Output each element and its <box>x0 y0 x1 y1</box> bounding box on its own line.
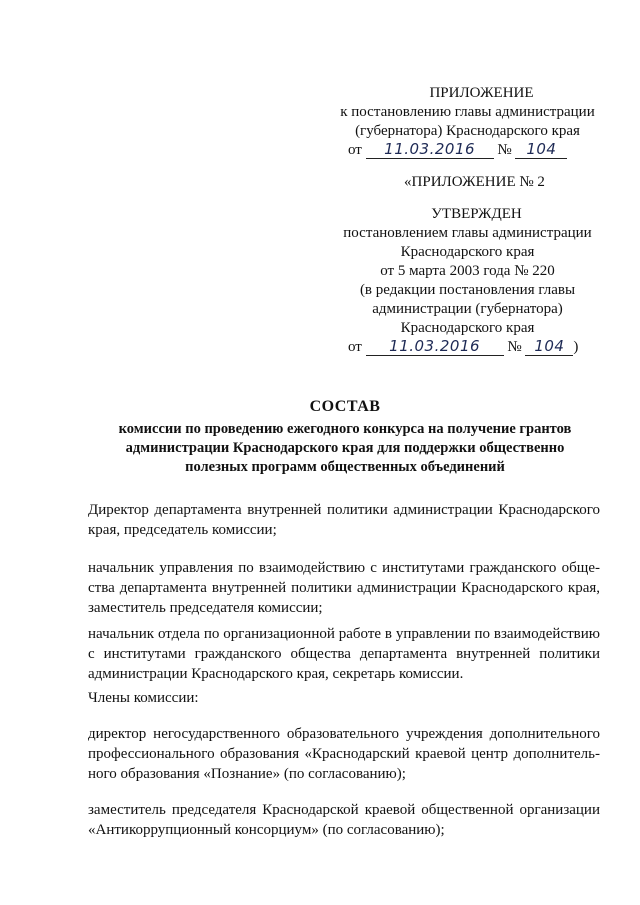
approval-line-6: Краснодарского края <box>400 320 535 336</box>
document-title-block <box>60 397 630 477</box>
paragraph-line: администрации Краснодарского края, секретарь комиссии. <box>88 666 464 682</box>
appendix-title: ПРИЛОЖЕНИЕ <box>429 85 534 101</box>
paragraph-line: с институтами гражданского общества департамента внутренней политики <box>88 646 600 662</box>
paragraph-line: Члены комиссии: <box>88 690 199 706</box>
appendix-header <box>330 84 605 160</box>
closing-paren: ) <box>573 339 579 355</box>
paragraph-line: ства департамента внутренней политики администрации Краснодарского края, <box>88 580 600 596</box>
date-prefix: от <box>348 339 362 355</box>
document-subtitle-line-2: администрации Краснодарского края для поддержки общественно <box>125 440 565 456</box>
appendix-line-1: к постановлению главы администрации <box>340 104 595 120</box>
paragraph-line: ного образования «Познание» (по согласованию); <box>88 766 406 782</box>
paragraph-members-heading <box>88 688 600 708</box>
handwritten-number: 104 <box>515 141 567 159</box>
handwritten-date: 11.03.2016 <box>366 141 494 159</box>
paragraph-member-1 <box>88 724 600 784</box>
paragraph-line: Директор департамента внутренней политики администрации Краснодарского <box>88 502 600 518</box>
paragraph-line: заместитель председателя Краснодарской краевой общественной организации <box>88 802 600 818</box>
number-prefix: № <box>507 339 522 355</box>
paragraph-deputy <box>88 558 600 618</box>
paragraph-line: «Антикоррупционный консорциум» (по согласованию); <box>88 822 445 838</box>
appendix-line-2: (губернатора) Краснодарского края <box>355 123 580 139</box>
date-prefix: от <box>348 142 362 158</box>
number-prefix: № <box>497 142 512 158</box>
appendix-date-row <box>330 141 605 160</box>
approved-label: УТВЕРЖДЕН <box>431 206 522 222</box>
appendix-2-label: «ПРИЛОЖЕНИЕ № 2 <box>404 174 545 190</box>
approval-line-4: (в редакции постановления главы <box>359 282 576 298</box>
approval-line-5: администрации (губернатора) <box>372 301 563 317</box>
paragraph-secretary <box>88 624 600 684</box>
paragraph-chairman <box>88 500 600 540</box>
paragraph-line: края, председатель комиссии; <box>88 522 277 538</box>
paragraph-line: начальник управления по взаимодействию с институтами гражданского обще- <box>88 560 600 576</box>
approval-line-1: постановлением главы администрации <box>343 225 592 241</box>
handwritten-date: 11.03.2016 <box>366 338 504 356</box>
paragraph-line: начальник отдела по организационной работе в управлении по взаимодействию <box>88 626 600 642</box>
approval-block <box>330 173 605 357</box>
approval-line-3: от 5 марта 2003 года № 220 <box>380 263 555 279</box>
approval-date-row <box>330 338 605 357</box>
document-title: СОСТАВ <box>309 398 381 415</box>
document-subtitle-line-1: комиссии по проведению ежегодного конкурса на получение грантов <box>118 421 572 437</box>
paragraph-line: заместитель председателя комиссии; <box>88 600 323 616</box>
paragraph-member-2 <box>88 800 600 840</box>
handwritten-number: 104 <box>525 338 573 356</box>
approval-line-2: Краснодарского края <box>400 244 535 260</box>
document-subtitle-line-3: полезных программ общественных объединений <box>185 459 505 475</box>
paragraph-line: профессионального образования «Краснодарский краевой центр дополнитель- <box>88 746 600 762</box>
paragraph-line: директор негосударственного образовательного учреждения дополнительного <box>88 726 600 742</box>
